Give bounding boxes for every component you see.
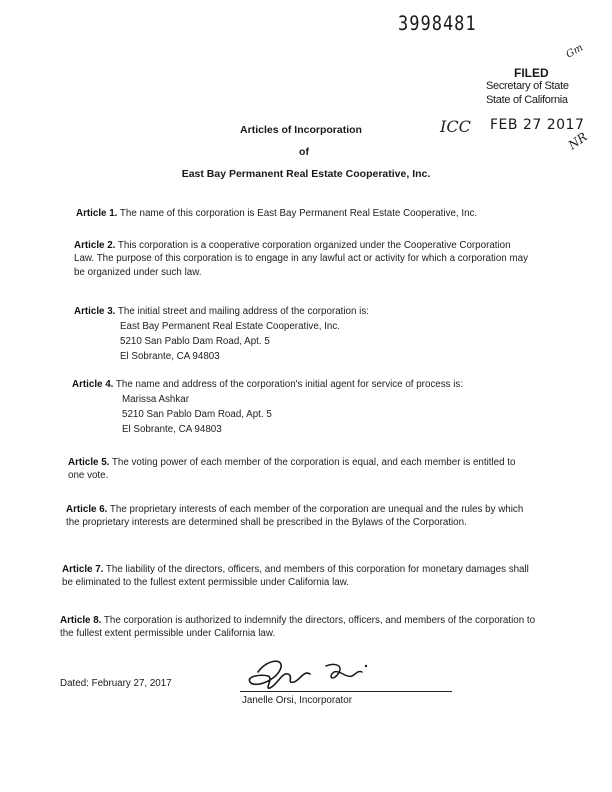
article-text: The initial street and mailing address of the corporation is: bbox=[115, 306, 369, 317]
handwritten-icc: ICC bbox=[440, 117, 471, 136]
article-1 bbox=[76, 207, 546, 220]
address-line: 5210 San Pablo Dam Road, Apt. 5 bbox=[120, 336, 270, 348]
article-text: The voting power of each member of the corporation is equal, and each member is entitled to one vote. bbox=[68, 457, 516, 482]
article-label: Article 3. bbox=[74, 306, 116, 317]
agent-name: Marissa Ashkar bbox=[122, 394, 189, 406]
article-text: This corporation is a cooperative corporation organized under the Cooperative Corporation Law. The purpose of this corporation is to engage in any lawful act or activity for which a corporation may be organized under such law. bbox=[74, 240, 528, 278]
filed-date: FEB 27 2017 bbox=[490, 117, 585, 133]
article-label: Article 2. bbox=[74, 240, 116, 251]
signer-name: Janelle Orsi, Incorporator bbox=[242, 695, 352, 706]
corporation-address bbox=[120, 319, 544, 364]
article-6 bbox=[66, 503, 534, 530]
document-number: 3998481 bbox=[398, 12, 477, 36]
article-2 bbox=[74, 239, 530, 279]
filed-stamp: FILED bbox=[514, 66, 549, 80]
article-label: Article 4. bbox=[72, 379, 114, 390]
handwritten-initials-top: Gm bbox=[564, 42, 586, 61]
article-label: Article 7. bbox=[62, 564, 104, 575]
secretary-of-state-label: Secretary of State bbox=[486, 80, 569, 92]
agent-address bbox=[122, 392, 542, 437]
article-5 bbox=[68, 456, 528, 483]
corporation-name-title: East Bay Permanent Real Estate Cooperative, Inc. bbox=[181, 168, 431, 180]
article-3 bbox=[74, 305, 544, 364]
address-line: El Sobrante, CA 94803 bbox=[120, 351, 220, 363]
doc-title-of: of bbox=[299, 146, 309, 158]
article-text: The name of this corporation is East Bay Permanent Real Estate Cooperative, Inc. bbox=[117, 208, 478, 219]
signature-line bbox=[240, 691, 452, 692]
doc-title: Articles of Incorporation bbox=[240, 124, 362, 136]
handwritten-initials-side: NR bbox=[565, 129, 590, 153]
article-8 bbox=[60, 614, 536, 641]
article-text: The proprietary interests of each member of the corporation are unequal and the rules by which the proprietary interests are determined shall be prescribed in the Bylaws of the Corporation. bbox=[66, 504, 524, 529]
article-text: The name and address of the corporation's initial agent for service of process is: bbox=[113, 379, 464, 390]
signature-image bbox=[240, 652, 380, 694]
article-label: Article 5. bbox=[68, 457, 110, 468]
article-7 bbox=[62, 563, 536, 590]
address-line: 5210 San Pablo Dam Road, Apt. 5 bbox=[122, 409, 272, 421]
article-text: The corporation is authorized to indemnify the directors, officers, and members of the corporation to the fullest extent permissible under California law. bbox=[60, 615, 536, 640]
address-line: East Bay Permanent Real Estate Cooperative, Inc. bbox=[120, 321, 340, 333]
article-label: Article 1. bbox=[76, 208, 118, 219]
article-4 bbox=[72, 378, 542, 437]
address-line: El Sobrante, CA 94803 bbox=[122, 424, 222, 436]
article-label: Article 6. bbox=[66, 504, 108, 515]
dated-line: Dated: February 27, 2017 bbox=[60, 678, 172, 689]
article-label: Article 8. bbox=[60, 615, 102, 626]
article-text: The liability of the directors, officers, and members of this corporation for monetary damages shall be eliminated to the fullest extent permissible under California law. bbox=[62, 564, 529, 589]
state-label: State of California bbox=[486, 94, 568, 106]
